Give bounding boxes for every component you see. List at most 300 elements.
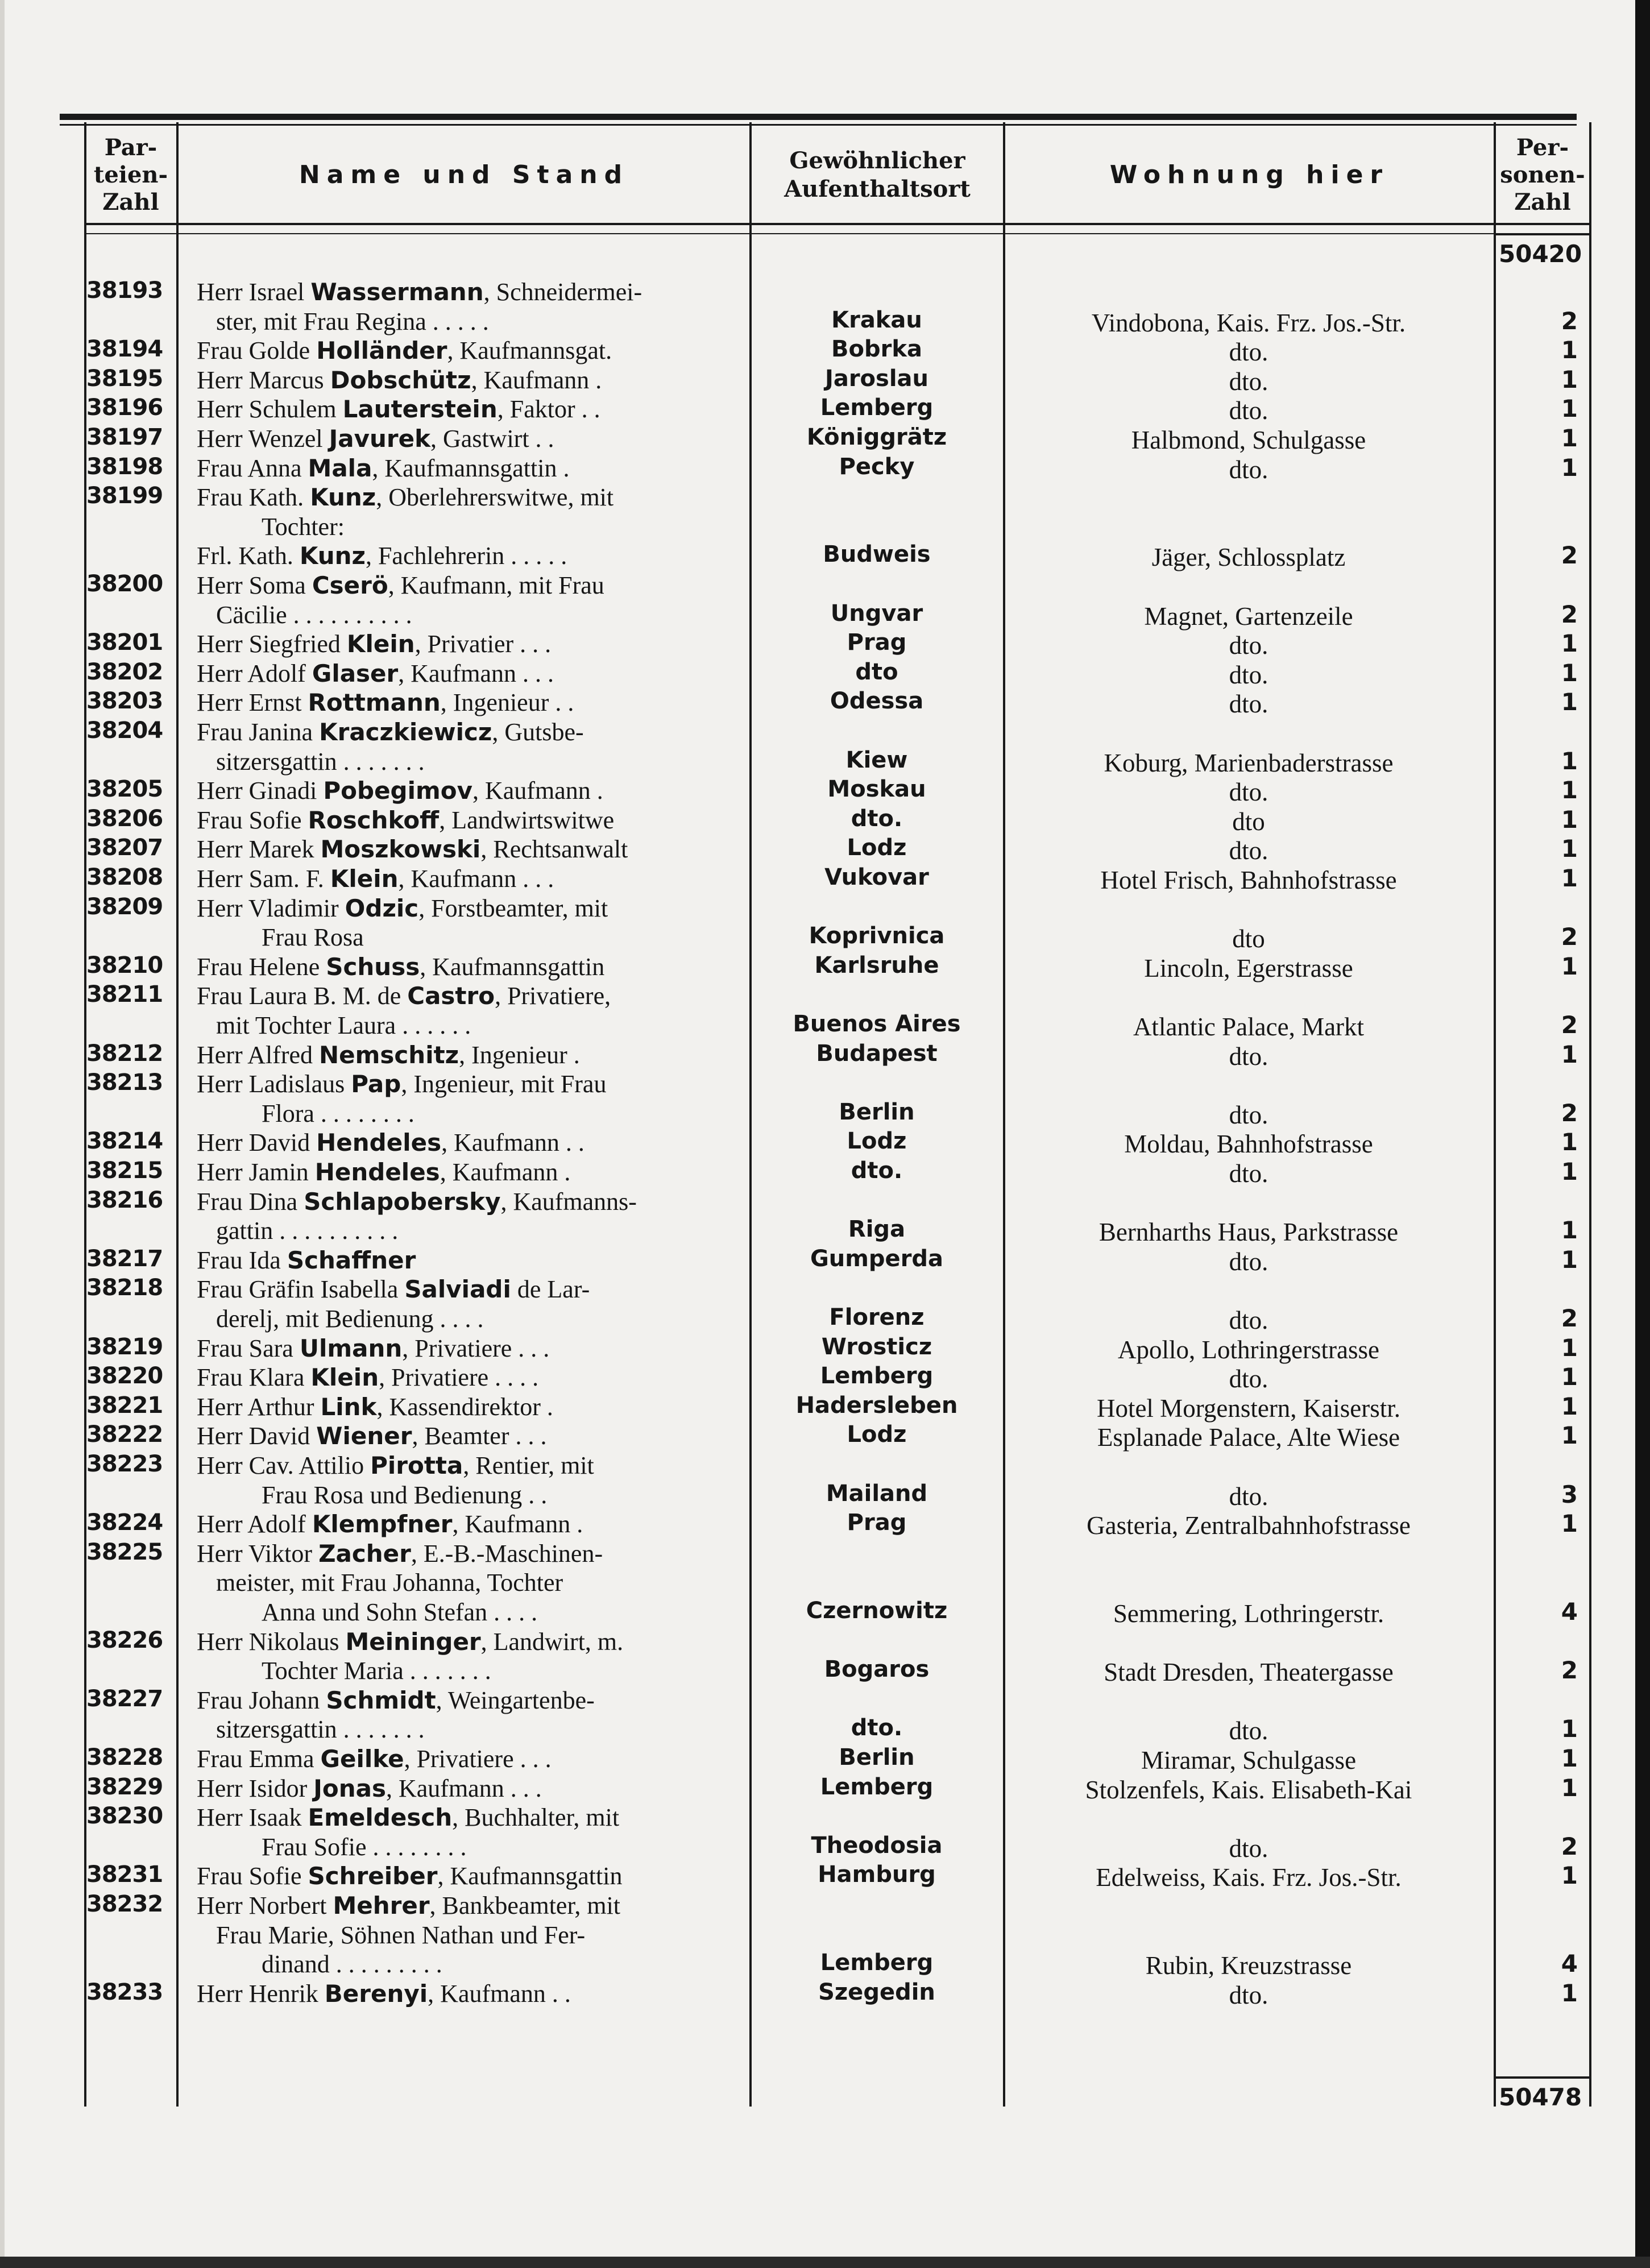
person-occupation: , Kaufmannsgattin . [372, 454, 570, 482]
person-entry [197, 1891, 620, 1920]
person-title-given: Herr Alfred [197, 1040, 320, 1069]
party-number: 38214 [86, 1128, 163, 1155]
person-entry [197, 541, 567, 570]
person-occupation: , Fachlehrerin . . . . . [365, 542, 567, 570]
party-number: 38194 [86, 336, 163, 363]
person-occupation: , Kaufmann . . . [398, 865, 554, 893]
residence-city: Bogaros [824, 1656, 930, 1683]
residence-city: Szegedin [818, 1979, 935, 2005]
person-title-given: Herr Cav. Attilio [197, 1452, 371, 1479]
lodging-address: Atlantic Palace, Markt [1133, 1013, 1365, 1041]
person-entry [197, 1069, 606, 1098]
entry-continuation: Anna und Sohn Stefan . . . . [262, 1598, 538, 1626]
person-entry [197, 1421, 547, 1450]
person-title-given: Frau Laura B. M. de [197, 982, 408, 1010]
persons-count: 2 [1561, 306, 1578, 335]
person-occupation: , Kaufmann . . . [398, 659, 554, 687]
person-occupation: , Weingartenbe- [436, 1686, 595, 1714]
person-occupation: , Kassendirektor . [376, 1392, 553, 1421]
persons-count: 1 [1561, 1861, 1578, 1890]
person-occupation: , Kaufmann . . [428, 1979, 571, 2008]
residence-city: dto. [851, 1158, 903, 1184]
person-title-given: Herr Siegfried [197, 630, 347, 658]
lodging-address: Jäger, Schlossplatz [1151, 543, 1346, 572]
entry-continuation: Frau Marie, Söhnen Nathan und Fer- [216, 1921, 586, 1949]
person-occupation: , Forstbeamter, mit [418, 894, 608, 922]
party-number: 38198 [86, 453, 163, 480]
residence-city: Czernowitz [806, 1598, 948, 1624]
persons-count: 2 [1561, 1656, 1578, 1685]
residence-city: Karlsruhe [814, 952, 939, 978]
residence-city: Budapest [816, 1040, 938, 1067]
person-surname: Schaffner [287, 1246, 416, 1274]
lodging-address: Semmering, Lothringerstr. [1113, 1599, 1384, 1628]
persons-count: 1 [1561, 1979, 1578, 2007]
person-surname: Schreiber [308, 1862, 438, 1890]
person-surname: Moszkowski [320, 835, 481, 864]
person-entry [197, 1627, 623, 1656]
party-number: 38200 [86, 571, 163, 597]
person-entry [197, 1040, 580, 1069]
person-entry [197, 1861, 622, 1890]
person-occupation: , Beamter . . . [412, 1422, 547, 1450]
person-surname: Hendeles [314, 1158, 440, 1186]
entry-continuation: ster, mit Frau Regina . . . . . [216, 307, 489, 335]
residence-city: Lodz [847, 1421, 907, 1448]
header-aufenthaltsort: Gewöhnlicher Aufenthaltsort [784, 147, 971, 202]
person-occupation: , Kaufmann . [472, 777, 603, 805]
person-title-given: Herr Norbert [197, 1892, 333, 1919]
person-surname: Roschkoff [308, 806, 440, 834]
person-title-given: Herr Henrik [197, 1979, 325, 2008]
person-entry [197, 1363, 538, 1392]
person-occupation: , Kaufmannsgattin [437, 1862, 623, 1890]
residence-city: Koprivnica [809, 923, 945, 950]
person-occupation: , Ingenieur, mit Frau [401, 1070, 607, 1098]
residence-city: Hamburg [818, 1861, 936, 1888]
persons-count: 1 [1561, 864, 1578, 892]
header-name-und-stand: Name und Stand [299, 160, 629, 189]
entry-continuation: Tochter Maria . . . . . . . [262, 1657, 491, 1685]
person-occupation: , Kaufmannsgat. [447, 337, 612, 365]
person-title-given: Frau Janina [197, 718, 320, 746]
persons-count: 4 [1561, 1950, 1578, 1978]
person-surname: Hendeles [316, 1129, 442, 1157]
person-surname: Javurek [329, 425, 431, 453]
persons-count: 1 [1561, 1245, 1578, 1274]
person-title-given: Herr Ernst [197, 689, 308, 717]
person-title-given: Frau Dina [197, 1187, 304, 1216]
person-occupation: , Ingenieur . [459, 1040, 580, 1069]
person-entry [197, 1128, 584, 1157]
party-number: 38201 [86, 629, 163, 656]
person-title-given: Herr Sam. F. [197, 865, 330, 893]
party-number: 38233 [86, 1979, 163, 2005]
residence-city: Pecky [839, 453, 915, 480]
person-title-given: Herr David [197, 1129, 317, 1157]
person-occupation: , Privatiere . . . [402, 1334, 550, 1362]
person-occupation: , Kaufmann . [452, 1510, 583, 1539]
party-number: 38206 [86, 805, 163, 832]
person-surname: Emeldesch [308, 1803, 453, 1832]
person-surname: Castro [407, 982, 495, 1010]
entry-continuation: dinand . . . . . . . . . [262, 1950, 442, 1979]
persons-count: 1 [1561, 835, 1578, 863]
person-occupation: , Kaufmanns- [500, 1187, 637, 1216]
person-surname: Salviadi [404, 1275, 511, 1304]
residence-city: Lemberg [820, 395, 934, 421]
person-title-given: Frau Helene [197, 952, 326, 981]
person-occupation: , Privatiere, [495, 982, 611, 1010]
person-title-given: Frau Sara [197, 1334, 300, 1362]
lodging-address: Stadt Dresden, Theatergasse [1104, 1658, 1394, 1687]
lodging-address: dto [1232, 924, 1265, 953]
person-title-given: Herr Vladimir [197, 894, 345, 922]
person-entry [197, 1334, 549, 1363]
residence-city: Bobrka [831, 336, 922, 363]
entry-continuation: Frau Sofie . . . . . . . . [262, 1832, 467, 1861]
persons-count: 1 [1561, 365, 1578, 393]
party-number: 38208 [86, 864, 163, 890]
residence-city: Lemberg [820, 1773, 934, 1800]
lodging-address: dto. [1229, 1100, 1268, 1129]
person-title-given: Herr Ladislaus [197, 1070, 351, 1098]
residence-city: Gumperda [810, 1245, 944, 1272]
persons-count: 1 [1561, 1744, 1578, 1772]
carry-out-total: 50478 [1499, 2083, 1582, 2111]
lodging-address: dto. [1229, 1365, 1268, 1394]
lodging-address: Halbmond, Schulgasse [1131, 426, 1366, 454]
lodging-address: Koburg, Marienbaderstrasse [1104, 748, 1394, 777]
persons-count: 1 [1561, 453, 1578, 482]
party-number: 38195 [86, 365, 163, 392]
person-title-given: Frau Sofie [197, 806, 308, 834]
persons-count: 2 [1561, 1098, 1578, 1127]
lodging-address: dto. [1229, 396, 1268, 425]
carry-in-total: 50420 [1499, 240, 1582, 268]
residence-city: Moskau [827, 776, 926, 803]
lodging-address: dto. [1229, 1980, 1268, 2009]
persons-count: 1 [1561, 688, 1578, 716]
lodging-address: Edelweiss, Kais. Frz. Jos.-Str. [1096, 1863, 1402, 1892]
lodging-address: dto [1232, 807, 1265, 836]
person-occupation: , Gutsbe- [492, 718, 584, 746]
persons-count: 1 [1561, 336, 1578, 364]
person-title-given: Frl. Kath. [197, 542, 300, 570]
persons-count: 1 [1561, 747, 1578, 775]
party-number: 38230 [86, 1803, 163, 1830]
person-title-given: Herr David [197, 1422, 317, 1450]
party-number: 38209 [86, 893, 163, 920]
party-number: 38197 [86, 424, 163, 450]
person-entry [197, 1774, 542, 1803]
person-occupation: , E.-B.-Maschinen- [411, 1539, 603, 1568]
party-number: 38227 [86, 1685, 163, 1712]
persons-count: 1 [1561, 776, 1578, 805]
lodging-address: Moldau, Bahnhofstrasse [1124, 1130, 1373, 1159]
person-entry [197, 981, 611, 1010]
persons-count: 1 [1561, 1158, 1578, 1185]
person-surname: Kunz [310, 483, 376, 512]
person-entry [197, 424, 554, 453]
person-entry [197, 366, 602, 395]
person-surname: Kraczkiewicz [319, 718, 492, 746]
person-entry [197, 659, 554, 688]
entry-continuation: mit Tochter Laura . . . . . . [216, 1011, 471, 1039]
party-number: 38221 [86, 1392, 163, 1419]
person-surname: Klein [346, 630, 415, 658]
person-surname: Cserö [312, 571, 388, 599]
person-title-given: Herr Isidor [197, 1774, 314, 1802]
lodging-address: Magnet, Gartenzeile [1144, 602, 1353, 631]
persons-count: 3 [1561, 1480, 1578, 1508]
lodging-address: Gasteria, Zentralbahnhofstrasse [1087, 1511, 1411, 1540]
person-entry [197, 395, 600, 424]
person-occupation: , Landwirt, m. [480, 1627, 624, 1656]
person-title-given: Herr Arthur [197, 1392, 321, 1421]
party-number: 38226 [86, 1627, 163, 1653]
person-entry [197, 1451, 594, 1480]
party-number: 38213 [86, 1069, 163, 1096]
header-wohnung-hier: Wohnung hier [1109, 160, 1390, 189]
person-title-given: Herr Viktor [197, 1539, 319, 1568]
person-entry [197, 776, 603, 805]
party-number: 38207 [86, 835, 163, 861]
person-surname: Wiener [316, 1422, 412, 1450]
persons-count: 2 [1561, 923, 1578, 951]
person-title-given: Herr Jamin [197, 1158, 315, 1186]
party-number: 38199 [86, 483, 163, 509]
party-number: 38231 [86, 1861, 163, 1888]
person-surname: Nemschitz [319, 1040, 459, 1069]
person-entry [197, 1246, 416, 1275]
person-title-given: Frau Sofie [197, 1862, 308, 1890]
residence-city: Mailand [826, 1480, 928, 1507]
lodging-address: dto. [1229, 367, 1268, 396]
person-entry [197, 1392, 553, 1421]
person-entry [197, 483, 613, 512]
person-surname: Pobegimov [323, 777, 473, 805]
residence-city: Florenz [829, 1304, 925, 1330]
person-title-given: Frau Emma [197, 1745, 321, 1773]
lodging-address: Vindobona, Kais. Frz. Jos.-Str. [1091, 308, 1406, 337]
party-number: 38196 [86, 395, 163, 421]
person-occupation: , Privatiere . . . . [379, 1363, 539, 1392]
person-surname: Ulmann [299, 1334, 403, 1362]
residence-city: Jaroslau [824, 365, 929, 392]
person-occupation: , Gastwirt . . [430, 425, 554, 453]
lodging-address: Lincoln, Egerstrasse [1144, 953, 1353, 982]
person-occupation: , Privatiere . . . [404, 1745, 552, 1773]
person-entry [197, 571, 604, 600]
residence-city: Lemberg [820, 1363, 934, 1390]
person-title-given: Herr Ginadi [197, 777, 324, 805]
person-surname: Schlapobersky [304, 1187, 501, 1216]
lodging-address: dto. [1229, 1482, 1268, 1511]
entry-continuation: meister, mit Frau Johanna, Tochter [216, 1569, 563, 1597]
party-number: 38232 [86, 1891, 163, 1917]
header-parteien-zahl: Par- teien- Zahl [93, 134, 168, 215]
residence-city: Riga [848, 1216, 906, 1243]
person-title-given: Frau Anna [197, 454, 308, 482]
residence-city: Odessa [830, 688, 924, 715]
entry-continuation: Frau Rosa und Bedienung . . [262, 1481, 548, 1509]
person-occupation: , Kaufmann . . . [386, 1774, 542, 1802]
person-surname: Schmidt [326, 1686, 436, 1714]
residence-city: Ungvar [830, 600, 923, 627]
residence-city: Prag [847, 629, 907, 656]
person-entry [197, 1803, 619, 1832]
party-number: 38225 [86, 1539, 163, 1565]
person-entry [197, 1275, 590, 1304]
entry-continuation: gattin . . . . . . . . . . [216, 1217, 399, 1245]
header-personen-zahl: Per- sonen- Zahl [1500, 134, 1585, 215]
lodging-address: dto. [1229, 631, 1268, 660]
lodging-address: Bernharths Haus, Parkstrasse [1098, 1218, 1399, 1247]
party-number: 38217 [86, 1245, 163, 1272]
entry-continuation: Flora . . . . . . . . [262, 1099, 414, 1127]
person-surname: Link [320, 1392, 377, 1421]
person-occupation: , Oberlehrerswitwe, mit [376, 483, 614, 512]
person-surname: Berenyi [324, 1979, 428, 2008]
person-surname: Klein [330, 865, 399, 893]
lodging-address: dto. [1229, 836, 1268, 865]
person-surname: Kunz [299, 542, 366, 570]
entry-continuation: Frau Rosa [262, 923, 364, 952]
residence-city: Buenos Aires [793, 1011, 961, 1037]
persons-count: 1 [1561, 658, 1578, 687]
party-number: 38203 [86, 688, 163, 715]
person-occupation: , Rechtsanwalt [480, 835, 628, 864]
lodging-address: Hotel Morgenstern, Kaiserstr. [1096, 1394, 1401, 1423]
party-number: 38222 [86, 1421, 163, 1448]
lodging-address: Hotel Frisch, Bahnhofstrasse [1100, 866, 1397, 894]
party-number: 38219 [86, 1333, 163, 1360]
person-occupation: , Kaufmann, mit Frau [388, 571, 604, 599]
person-occupation: , Ingenieur . . [440, 689, 574, 717]
person-title-given: Herr Israel [197, 278, 311, 306]
person-surname: Meininger [345, 1627, 481, 1656]
residence-city: Budweis [823, 541, 931, 568]
person-title-given: Herr Schulem [197, 395, 343, 424]
persons-count: 2 [1561, 600, 1578, 628]
residence-city: Vukovar [824, 864, 929, 890]
persons-count: 4 [1561, 1598, 1578, 1626]
person-title-given: Frau Golde [197, 337, 317, 365]
party-number: 38218 [86, 1275, 163, 1301]
lodging-address: Stolzenfels, Kais. Elisabeth-Kai [1085, 1775, 1412, 1804]
lodging-address: dto. [1229, 1834, 1268, 1863]
residence-city: dto [855, 658, 898, 685]
party-number: 38224 [86, 1510, 163, 1536]
person-surname: Rottmann [308, 689, 441, 717]
person-occupation: , Bankbeamter, mit [429, 1892, 621, 1919]
persons-count: 1 [1561, 1216, 1578, 1245]
persons-count: 1 [1561, 1392, 1578, 1420]
persons-count: 1 [1561, 395, 1578, 423]
person-entry [197, 1539, 603, 1568]
person-surname: Pirotta [370, 1452, 463, 1479]
person-entry [197, 336, 612, 365]
lodging-address: dto. [1229, 1716, 1268, 1745]
persons-count: 1 [1561, 1040, 1578, 1068]
entry-continuation: sitzersgattin . . . . . . . [216, 1715, 425, 1744]
person-surname: Wassermann [310, 278, 484, 306]
lodging-address: dto. [1229, 1159, 1268, 1188]
person-entry [197, 1744, 552, 1773]
person-title-given: Herr Marek [197, 835, 321, 864]
persons-count: 1 [1561, 1333, 1578, 1362]
persons-count: 2 [1561, 1011, 1578, 1039]
persons-count: 2 [1561, 1304, 1578, 1332]
entry-continuation: Tochter: [262, 512, 345, 541]
party-number: 38204 [86, 718, 163, 744]
lodging-address: dto. [1229, 690, 1268, 719]
persons-count: 2 [1561, 541, 1578, 570]
residence-city: Lodz [847, 1128, 907, 1155]
person-title-given: Frau Klara [197, 1363, 311, 1392]
person-surname: Lauterstein [342, 395, 498, 424]
person-surname: Schuss [326, 952, 420, 981]
residence-city: Hadersleben [795, 1392, 958, 1419]
person-occupation: , Buchhalter, mit [452, 1803, 620, 1832]
residence-city: Wrosticz [821, 1333, 932, 1360]
residence-city: Lodz [847, 835, 907, 861]
person-occupation: , Privatier . . . [414, 630, 552, 658]
party-number: 38228 [86, 1744, 163, 1771]
person-entry [197, 952, 604, 981]
persons-count: 2 [1561, 1832, 1578, 1860]
residence-city: Lemberg [820, 1950, 934, 1976]
lodging-address: dto. [1229, 338, 1268, 367]
person-entry [197, 864, 554, 893]
person-surname: Pap [351, 1070, 401, 1098]
residence-city: Krakau [831, 306, 922, 333]
persons-count: 1 [1561, 1510, 1578, 1538]
persons-count: 1 [1561, 952, 1578, 980]
person-occupation: , Kaufmann . . [441, 1129, 584, 1157]
person-title-given: Herr Adolf [197, 1510, 312, 1539]
person-entry [197, 1979, 571, 2008]
person-entry [197, 1510, 583, 1539]
residence-city: Prag [847, 1510, 907, 1536]
person-occupation: , Rentier, mit [463, 1452, 594, 1479]
person-surname: Mehrer [333, 1892, 430, 1919]
lodging-address: Apollo, Lothringerstrasse [1118, 1335, 1379, 1364]
residence-city: dto. [851, 1715, 903, 1742]
person-title-given: Herr Adolf [197, 659, 312, 687]
person-title-given: Frau Gräfin Isabella [197, 1275, 405, 1304]
person-occupation: , Landwirtswitwe [439, 806, 615, 834]
person-occupation: de Lar- [511, 1275, 590, 1304]
lodging-address: dto. [1229, 1042, 1268, 1071]
lodging-address: dto. [1229, 1247, 1268, 1276]
person-title-given: Herr Nikolaus [197, 1627, 346, 1656]
persons-count: 1 [1561, 1363, 1578, 1391]
person-entry [197, 688, 574, 717]
lodging-address: dto. [1229, 1306, 1268, 1334]
entry-continuation: sitzersgattin . . . . . . . [216, 747, 425, 776]
persons-count: 1 [1561, 805, 1578, 834]
lodging-address: dto. [1229, 455, 1268, 484]
party-number: 38211 [86, 981, 163, 1008]
person-surname: Odzic [345, 894, 419, 922]
person-title-given: Herr Isaak [197, 1803, 308, 1832]
residence-city: Berlin [839, 1744, 915, 1771]
party-number: 38212 [86, 1040, 163, 1067]
residence-city: Kiew [845, 747, 908, 773]
person-entry [197, 894, 608, 923]
